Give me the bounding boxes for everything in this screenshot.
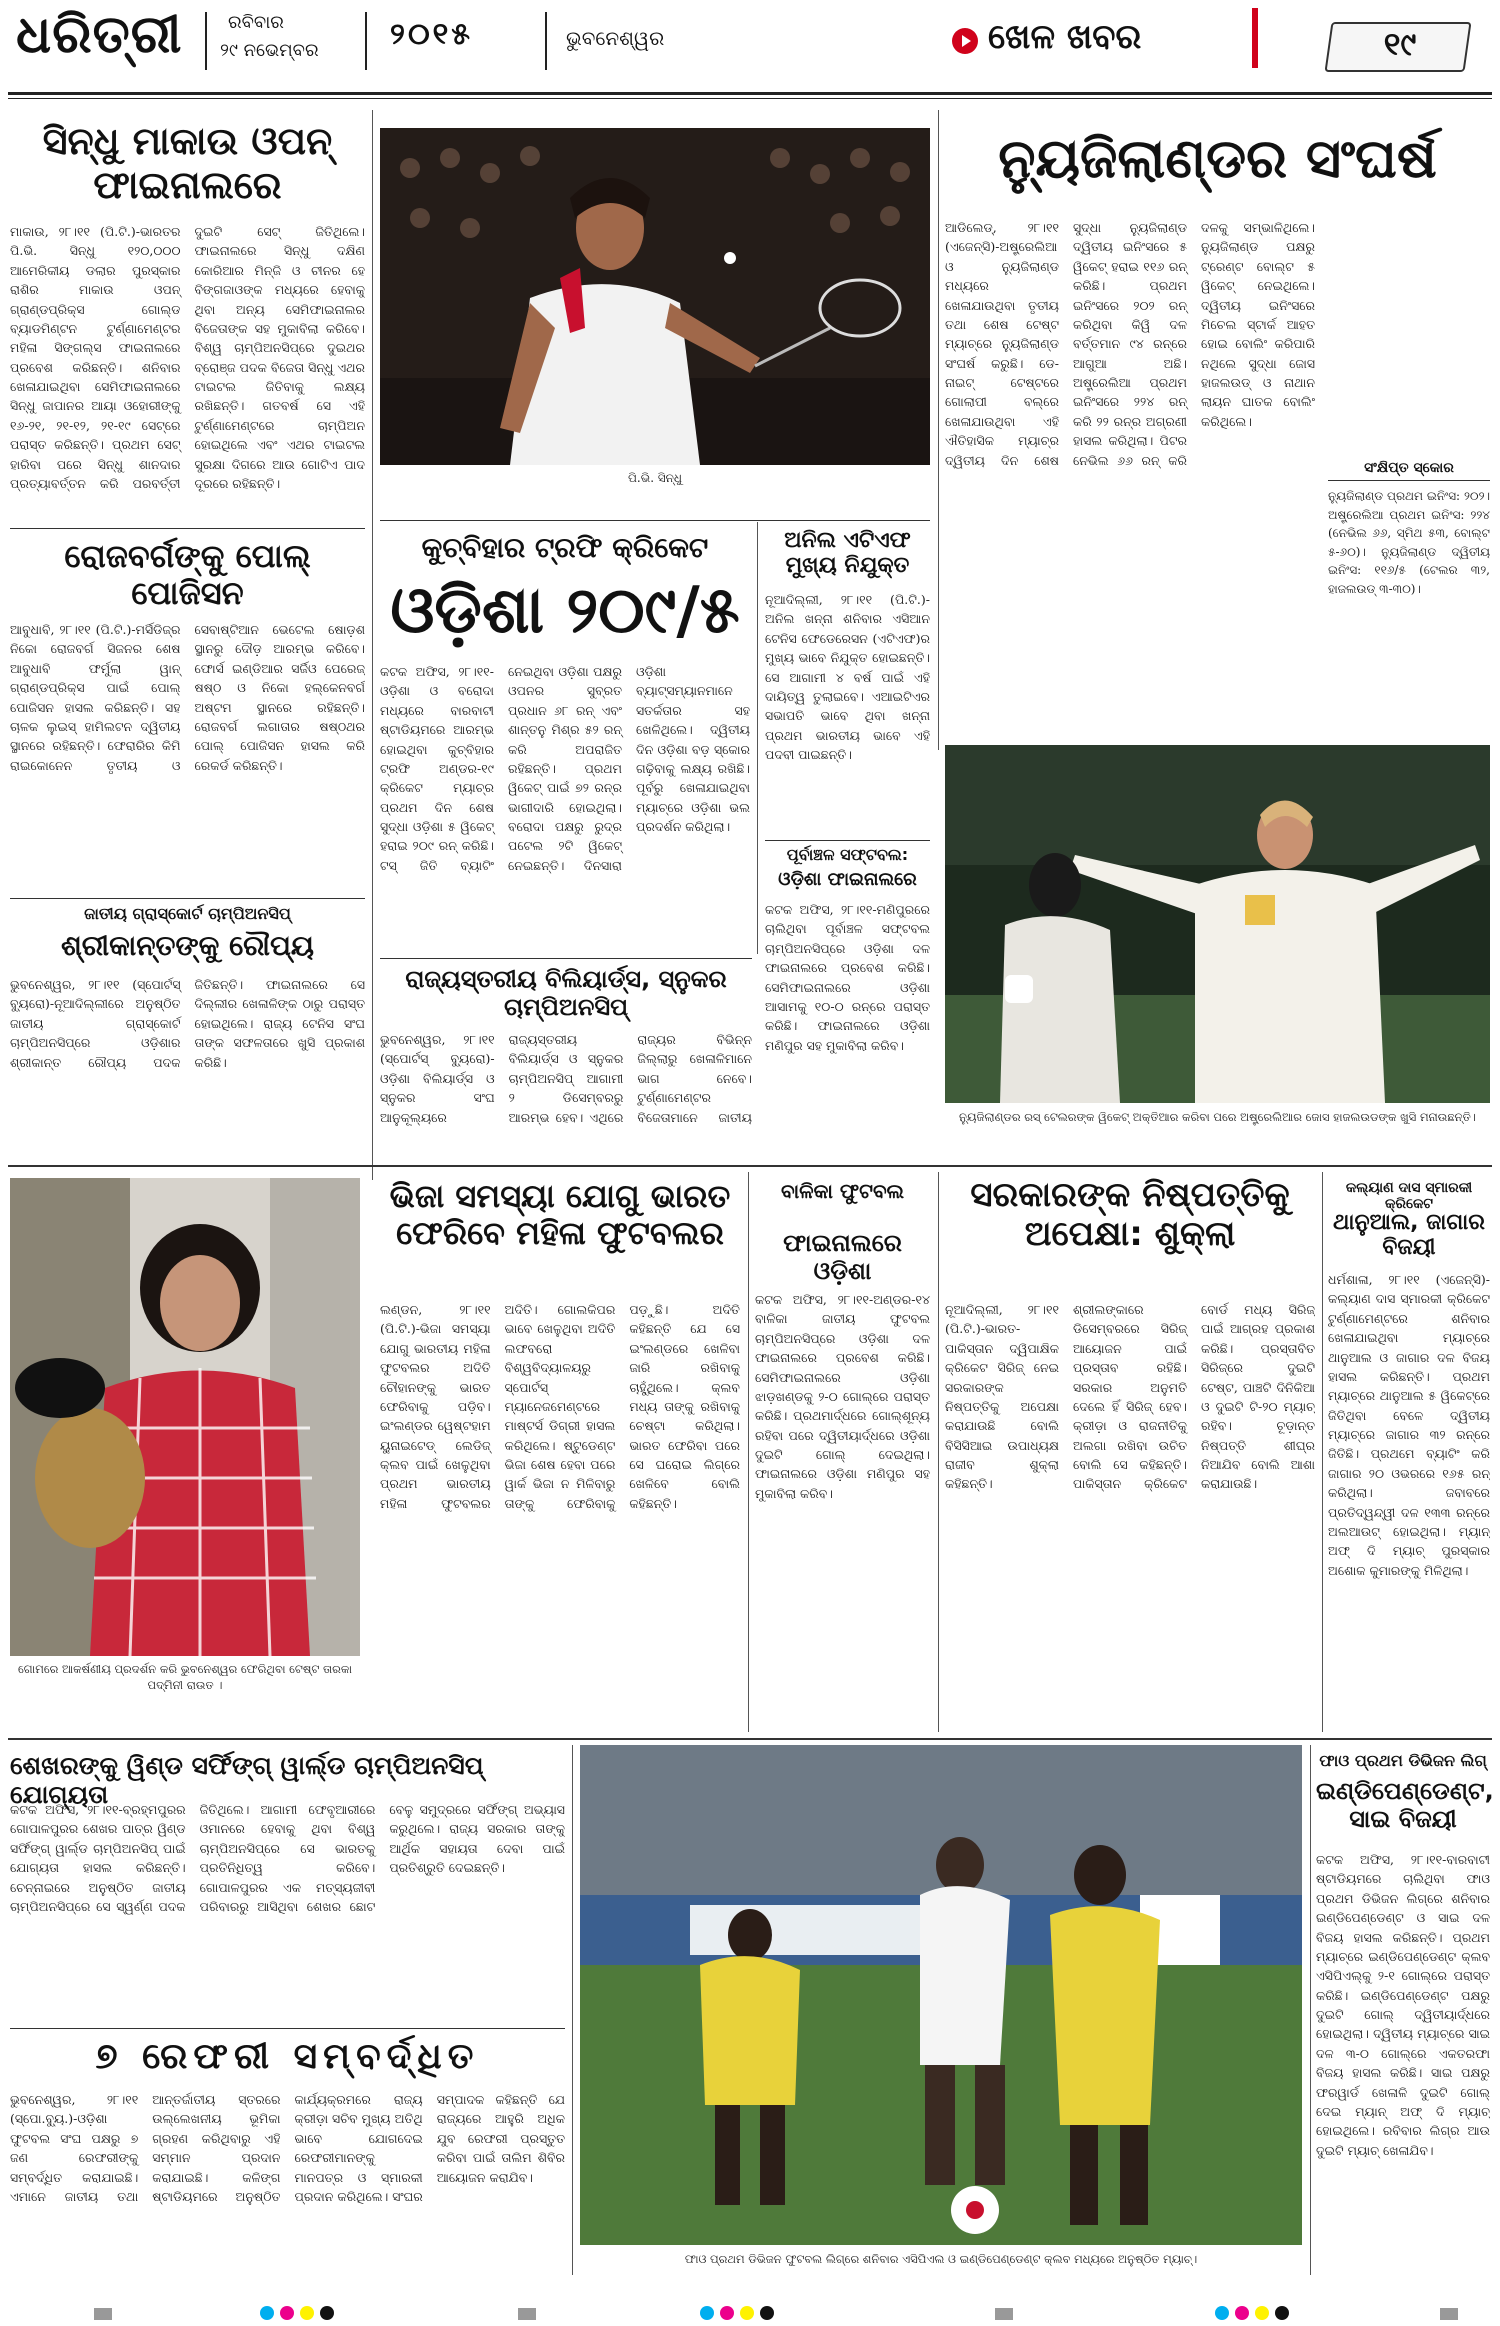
thanual-body: ଧର୍ମଶାଳା, ୨୮।୧୧ (ଏଜେନ୍ସି)-କଲ୍ୟାଣ ଦାସ ସ୍ମାରକୀ କ୍ରିକେଟ ଟୁର୍ଣ୍ଣାମେଣ୍ଟରେ ଶନିବାର ଖେଳାଯାଇଥିବା ମ୍ୟାଚ୍‌ରେ ଥାନୁଆଲ ଓ ଜାଗାର ଦଳ ବିଜୟ ହାସଲ କରିଛନ୍ତି। ପ୍ରଥମ ମ୍ୟାଚ୍‌ରେ ଥାନୁଆଲ ୫ ୱିକେଟ୍‌ରେ ଜିତିଥିବା ବେଳେ ଦ୍ୱିତୀୟ ମ୍ୟାଚ୍‌ରେ ଜାଗାର ୩୨ ରନ୍‌ରେ ଜିତିଛି। ପ୍ରଥମେ ବ୍ୟାଟିଂ କରି ଜାଗାର ୨୦ ଓଭରରେ ୧୬୫ ରନ୍ କରିଥିଲା। ଜବାବରେ ପ୍ରତିଦ୍ୱନ୍ଦ୍ୱୀ ଦଳ ୧୩୩ ରନ୍‌ରେ ଅଲଆଉଟ୍ ହୋଇଥିଲା। ମ୍ୟାନ୍ ଅଫ୍ ଦି ମ୍ୟାଚ୍ ପୁରସ୍କାର ଅଶୋକ କୁମାରଙ୍କୁ ମିଳିଥିଲା। xyxy=(1328,1272,1490,1578)
print-mark xyxy=(1440,2308,1458,2320)
shekhar-headline: ଶେଖରଙ୍କୁ ୱିଣ୍ଡ ସର୍ଫିଙ୍ଗ୍ ୱାର୍ଲ୍ଡ ଚାମ୍ପିଅନସିପ୍ ଯୋଗ୍ୟତା xyxy=(10,1751,484,1809)
play-icon xyxy=(952,28,978,54)
scoreboard-title: ସଂକ୍ଷିପ୍ତ ସ୍କୋର xyxy=(1328,460,1490,481)
girls-football-headline: ଫାଇନାଲରେ ଓଡ଼ିଶା xyxy=(783,1229,902,1285)
sindhu-headline: ସିନ୍ଧୁ ମାକାଉ ଓପନ୍ ଫାଇନାଲରେ xyxy=(42,119,333,207)
page-number: ୧୯ xyxy=(1383,25,1417,63)
nz-body-col3 xyxy=(1328,218,1490,450)
cricket-photo xyxy=(945,745,1490,1103)
print-mark xyxy=(518,2308,536,2320)
purvanchal-kicker: ପୂର୍ବାଞ୍ଚଳ ସଫ୍ଟବଲ: xyxy=(786,845,909,864)
section-accent-bar xyxy=(1252,8,1258,68)
print-mark xyxy=(94,2308,112,2320)
coochbehar-kicker: କୁଚ୍‌ବିହାର ଟ୍ରଫି କ୍ରିକେଟ xyxy=(421,531,709,564)
thanual-headline: ଥାନୁଆଲ, ଜାଗାର ବିଜୟୀ xyxy=(1333,1210,1485,1261)
independent-headline: ଇଣ୍ଡିପେଣ୍ଡେଣ୍ଟ, ସାଇ ବିଜୟୀ xyxy=(1316,1777,1494,1833)
nz-body: ଆଡିଲେଡ୍, ୨୮।୧୧ (ଏଜେନ୍ସି)-ଅଷ୍ଟ୍ରେଲିଆ ଓ ନ୍ୟୁଜିଲାଣ୍ଡ ମଧ୍ୟରେ ଖେଳାଯାଉଥିବା ତୃତୀୟ ତଥା ଶେଷ ଟେଷ୍ଟ ମ୍ୟାଚ୍‌ରେ ନ୍ୟୁଜିଲାଣ୍ଡ ସଂଘର୍ଷ କରୁଛି। ଡେ-ନାଇଟ୍ ଟେଷ୍ଟରେ ଗୋଲାପୀ ବଲ୍‌ରେ ଖେଳାଯାଉଥିବା ଏହି ଐତିହାସିକ ମ୍ୟାଚ୍‌ର ଦ୍ୱିତୀୟ ଦିନ ଶେଷ ସୁଦ୍ଧା ନ୍ୟୁଜିଲାଣ୍ଡ ଦ୍ୱିତୀୟ ଇନିଂସରେ ୫ ୱିକେଟ୍ ହରାଇ ୧୧୬ ରନ୍ କରିଛି। ପ୍ରଥମ ଇନିଂସରେ ୨୦୨ ରନ୍ କରିଥିବା କିୱି ଦଳ ବର୍ତ୍ତମାନ ୯୪ ରନ୍‌ରେ ଆଗୁଆ ଅଛି। ଅଷ୍ଟ୍ରେଲିଆ ପ୍ରଥମ ଇନିଂସରେ ୨୨୪ ରନ୍ କରି ୨୨ ରନ୍‌ର ଅଗ୍ରଣୀ ହାସଲ କରିଥିଲା। ପିଟର ନେଭିଲ ୬୬ ରନ୍ କରି ଦଳକୁ ସମ୍ଭାଳିଥିଲେ। ନ୍ୟୁଜିଲାଣ୍ଡ ପକ୍ଷରୁ ଟ୍ରେଣ୍ଟ ବୋଲ୍ଟ ୫ ୱିକେଟ୍ ନେଇଥିଲେ। ଦ୍ୱିତୀୟ ଇନିଂସରେ ମିଚେଲ ସ୍ଟାର୍କ ଆହତ ହୋଇ ବୋଲିଂ କରିପାରି ନଥିଲେ ସୁଦ୍ଧା ଜୋସ ହାଜଲଉଡ୍ ଓ ନାଥାନ ଲାୟନ ଘାତକ ବୋଲିଂ କରିଥିଲେ। xyxy=(945,220,1315,468)
coochbehar-headline: ଓଡ଼ିଶା ୨୦୯/୫ xyxy=(390,574,740,648)
billiards-body: ଭୁବନେଶ୍ୱର, ୨୮।୧୧ (ସ୍ପୋର୍ଟସ୍ ବ୍ୟୁରୋ)-ଓଡ଼ିଶା ବିଲିୟାର୍ଡ୍ସ ଓ ସ୍ନୁକର ସଂଘ ଆନୁକୂଲ୍ୟରେ ରାଜ୍ୟସ୍ତରୀୟ ବିଲିୟାର୍ଡ୍ସ ଓ ସ୍ନୁକର ଚାମ୍ପିଅନସିପ୍ ଆଗାମୀ ୨ ଡିସେମ୍ବରରୁ ଆରମ୍ଭ ହେବ। ଏଥିରେ ରାଜ୍ୟର ବିଭିନ୍ନ ଜିଲ୍ଲାରୁ ଖେଳାଳିମାନେ ଭାଗ ନେବେ। ଟୁର୍ଣ୍ଣାମେଣ୍ଟର ବିଜେତାମାନେ ଜାତୀୟ xyxy=(380,1032,752,1125)
sindhu-photo-caption: ପି.ଭି. ସିନ୍ଧୁ xyxy=(627,471,683,485)
shukla-headline: ସରକାରଙ୍କ ନିଷ୍ପତ୍ତିକୁ ଅପେକ୍ଷା: ଶୁକ୍ଲା xyxy=(970,1175,1290,1255)
rosberg-headline: ରୋଜବର୍ଗଙ୍କୁ ପୋଲ୍ ପୋଜିସନ xyxy=(64,537,311,612)
scoreboard-box xyxy=(1328,460,1490,738)
masthead-day: ରବିବାର xyxy=(228,12,284,33)
visa-body: ଲଣ୍ଡନ, ୨୮।୧୧ (ପି.ଟି.)-ଭିଜା ସମସ୍ୟା ଯୋଗୁ ଭାରତୀୟ ମହିଳା ଫୁଟବଲର ଅଦିତି ଚୌହାନଙ୍କୁ ଭାରତ ଫେରିବାକୁ ପଡ଼ିବ। ଇଂଲଣ୍ଡର ୱେଷ୍ଟହାମ ୟୁନାଇଟେଡ୍ ଲେଡିଜ୍ କ୍ଲବ ପାଇଁ ଖେଳୁଥିବା ପ୍ରଥମ ଭାରତୀୟ ମହିଳା ଫୁଟବଲର ଅଦିତି। ଗୋଲକିପର ଭାବେ ଖେଳୁଥିବା ଅଦିତି ଲଫବରୋ ବିଶ୍ୱବିଦ୍ୟାଳୟରୁ ସ୍ପୋର୍ଟସ୍ ମ୍ୟାନେଜମେଣ୍ଟରେ ମାଷ୍ଟର୍ସ ଡିଗ୍ରୀ ହାସଲ କରିଥିଲେ। ଷ୍ଟୁଡେଣ୍ଟ ଭିଜା ଶେଷ ହେବା ପରେ ୱାର୍କ ଭିଜା ନ ମିଳିବାରୁ ତାଙ୍କୁ ଫେରିବାକୁ ପଡ଼ୁଛି। ଅଦିତି କହିଛନ୍ତି ଯେ ସେ ଇଂଲଣ୍ଡରେ ଖେଳିବା ଜାରି ରଖିବାକୁ ଚାହୁଁଥିଲେ। କ୍ଲବ ମଧ୍ୟ ତାଙ୍କୁ ରଖିବାକୁ ଚେଷ୍ଟା କରିଥିଲା। ଭାରତ ଫେରିବା ପରେ ସେ ଘରୋଇ ଲିଗ୍‌ରେ ଖେଳିବେ ବୋଲି କହିଛନ୍ତି। xyxy=(380,1302,740,1511)
srikanth-headline: ଶ୍ରୀକାନ୍ତଙ୍କୁ ରୌପ୍ୟ xyxy=(60,929,315,962)
masthead-city: ଭୁବନେଶ୍ୱର xyxy=(566,26,665,50)
shukla-body: ନୂଆଦିଲ୍ଲୀ, ୨୮।୧୧ (ପି.ଟି.)-ଭାରତ-ପାକିସ୍ତାନ ଦ୍ୱିପାକ୍ଷିକ କ୍ରିକେଟ ସିରିଜ୍ ନେଇ ସରକାରଙ୍କ ନିଷ୍ପତ୍ତିକୁ ଅପେକ୍ଷା କରାଯାଉଛି ବୋଲି ବିସିସିଆଇ ଉପାଧ୍ୟକ୍ଷ ରାଜୀବ ଶୁକ୍ଲା କହିଛନ୍ତି। ଶ୍ରୀଲଙ୍କାରେ ଡିସେମ୍ବରରେ ସିରିଜ୍ ଆୟୋଜନ ପାଇଁ ପ୍ରସ୍ତାବ ରହିଛି। ସରକାର ଅନୁମତି ଦେଲେ ହିଁ ସିରିଜ୍ ହେବ। କ୍ରୀଡ଼ା ଓ ରାଜନୀତିକୁ ଅଲଗା ରଖିବା ଉଚିତ ବୋଲି ସେ କହିଛନ୍ତି। ପାକିସ୍ତାନ କ୍ରିକେଟ ବୋର୍ଡ ମଧ୍ୟ ସିରିଜ୍ ପାଇଁ ଆଗ୍ରହ ପ୍ରକାଶ କରିଛି। ପ୍ରସ୍ତାବିତ ସିରିଜ୍‌ରେ ଦୁଇଟି ଟେଷ୍ଟ, ପାଞ୍ଚଟି ଦିନିକିଆ ଓ ଦୁଇଟି ଟି-୨୦ ମ୍ୟାଚ୍ ରହିବ। ଚୂଡ଼ାନ୍ତ ନିଷ୍ପତ୍ତି ଶୀଘ୍ର ନିଆଯିବ ବୋଲି ଆଶା କରାଯାଉଛି। xyxy=(945,1302,1315,1492)
srikanth-kicker: ଜାତୀୟ ଗ୍ରାସ୍କୋର୍ଟ ଚାମ୍ପିଅନସିପ୍ xyxy=(84,904,291,923)
masthead-logo: ଧରିତ୍ରୀ xyxy=(16,5,183,65)
referee-headline: ୭ ରେଫରୀ ସମ୍ବର୍ଦ୍ଧିତ xyxy=(95,2036,480,2077)
rosberg-body: ଆବୁଧାବି, ୨୮।୧୧ (ପି.ଟି.)-ମର୍ସିଡିଜ୍‌ର ନିକୋ ରୋଜବର୍ଗ ସିଜନର ଶେଷ ଆବୁଧାବି ଫର୍ମୁଲା ୱାନ୍ ଗ୍ରାଣ୍ଡପ୍ରିକ୍ସ ପାଇଁ ପୋଲ୍ ପୋଜିସନ ହାସଲ କରିଛନ୍ତି। ସହ ଚାଳକ ଲୁଇସ୍ ହାମିଲଟନ ଦ୍ୱିତୀୟ ସ୍ଥାନରେ ରହିଛନ୍ତି। ଫେରାରିର କିମି ରାଇକୋନେନ ତୃତୀୟ ଓ ସେବାଷ୍ଟିଆନ ଭେଟେଲ ଷୋଡ଼ଶ ସ୍ଥାନରୁ ଦୌଡ଼ ଆରମ୍ଭ କରିବେ। ଫୋର୍ସ ଇଣ୍ଡିଆର ସର୍ଜିଓ ପେରେଜ୍ ଷଷ୍ଠ ଓ ନିକୋ ହଲ୍‌କେନବର୍ଗ ଅଷ୍ଟମ ସ୍ଥାନରେ ରହିଛନ୍ତି। ରୋଜବର୍ଗ ଲଗାତାର ଷଷ୍ଠଥର ପୋଲ୍ ପୋଜିସନ ହାସଲ କରି ରେକର୍ଡ କରିଛନ୍ତି। xyxy=(10,622,365,773)
nz-headline: ନ୍ୟୁଜିଲାଣ୍ଡର ସଂଘର୍ଷ xyxy=(998,127,1437,190)
color-registration-mark xyxy=(260,2306,334,2320)
scoreboard-body: ନ୍ୟୁଜିଲାଣ୍ଡ ପ୍ରଥମ ଇନିଂସ: ୨୦୨। ଅଷ୍ଟ୍ରେଲିଆ ପ୍ରଥମ ଇନିଂସ: ୨୨୪ (ନେଭିଲ ୬୬, ସ୍ମିଥ ୫୩, ବୋଲ୍ଟ ୫-୬୦)। ନ୍ୟୁଜିଲାଣ୍ଡ ଦ୍ୱିତୀୟ ଇନିଂସ: ୧୧୬/୫ (ଟେଲର ୩୨, ହାଜଲଉଡ୍ ୩-୩୦)। xyxy=(1328,489,1490,597)
thanual-kicker: କଲ୍ୟାଣ ଦାସ ସ୍ମାରକୀ କ୍ରିକେଟ xyxy=(1345,1180,1473,1213)
football-photo-caption: ଫାଓ ପ୍ରଥମ ଡିଭିଜନ ଫୁଟବଲ ଲିଗ୍‌ରେ ଶନିବାର ଏସିପିଏଲ ଓ ଇଣ୍ଡିପେଣ୍ଡେଣ୍ଟ କ୍ଲବ ମଧ୍ୟରେ ଅନୁଷ୍ଠିତ ମ୍ୟାଚ୍। xyxy=(684,2252,1198,2266)
color-registration-mark xyxy=(1215,2306,1289,2320)
cricket-photo-caption: ନ୍ୟୁଜିଲାଣ୍ଡର ରସ୍ ଟେଲରଙ୍କ ୱିକେଟ୍ ଅକ୍ତିଆର କରିବା ପରେ ଅଷ୍ଟ୍ରେଲିଆର ଜୋସ ହାଜଲଉଡଙ୍କ ଖୁସି ମନାଉଛନ୍ତି। xyxy=(959,1110,1476,1124)
independent-kicker: ଫାଓ ପ୍ରଥମ ଡିଭିଜନ ଲିଗ୍ xyxy=(1319,1751,1487,1770)
shekhar-body: କଟକ ଅଫିସ, ୨୮।୧୧-ବ୍ରହ୍ମପୁରର ଗୋପାଳପୁରର ଶେଖର ପାତ୍ର ୱିଣ୍ଡ ସର୍ଫିଙ୍ଗ୍ ୱାର୍ଲ୍ଡ ଚାମ୍ପିଅନସିପ୍ ପାଇଁ ଯୋଗ୍ୟତା ହାସଲ କରିଛନ୍ତି। ଚେନ୍ନାଇରେ ଅନୁଷ୍ଠିତ ଜାତୀୟ ଚାମ୍ପିଅନସିପ୍‌ରେ ସେ ସ୍ୱର୍ଣ୍ଣ ପଦକ ଜିତିଥିଲେ। ଆଗାମୀ ଫେବୃଆରୀରେ ଓମାନରେ ହେବାକୁ ଥିବା ବିଶ୍ୱ ଚାମ୍ପିଅନସିପ୍‌ରେ ସେ ଭାରତକୁ ପ୍ରତିନିଧିତ୍ୱ କରିବେ। ଗୋପାଳପୁରର ଏକ ମତ୍ସ୍ୟଜୀବୀ ପରିବାରରୁ ଆସିଥିବା ଶେଖର ଛୋଟ ବେଳୁ ସମୁଦ୍ରରେ ସର୍ଫିଙ୍ଗ୍ ଅଭ୍ୟାସ କରୁଥିଲେ। ରାଜ୍ୟ ସରକାର ତାଙ୍କୁ ଆର୍ଥିକ ସହାୟତା ଦେବା ପାଇଁ ପ୍ରତିଶ୍ରୁତି ଦେଇଛନ୍ତି। xyxy=(10,1802,565,1914)
girls-football-kicker: ବାଳିକା ଫୁଟବଲ xyxy=(780,1179,905,1203)
coochbehar-body: କଟକ ଅଫିସ, ୨୮।୧୧-ଓଡ଼ିଶା ଓ ବରୋଦା ମଧ୍ୟରେ ବାରବାଟୀ ଷ୍ଟାଡିୟମରେ ଆରମ୍ଭ ହୋଇଥିବା କୁଚ୍‌ବିହାର ଟ୍ରଫି ଅଣ୍ଡର-୧୯ କ୍ରିକେଟ ମ୍ୟାଚ୍‌ର ପ୍ରଥମ ଦିନ ଶେଷ ସୁଦ୍ଧା ଓଡ଼ିଶା ୫ ୱିକେଟ୍ ହରାଇ ୨୦୯ ରନ୍ କରିଛି। ଟସ୍ ଜିତି ବ୍ୟାଟିଂ ନେଇଥିବା ଓଡ଼ିଶା ପକ୍ଷରୁ ଓପନର ସୁବ୍ରତ ପ୍ରଧାନ ୬୮ ରନ୍ ଏବଂ ଶାନ୍ତନୁ ମିଶ୍ର ୫୨ ରନ୍ କରି ଅପରାଜିତ ରହିଛନ୍ତି। ପ୍ରଥମ ୱିକେଟ୍ ପାଇଁ ୭୨ ରନ୍‌ର ଭାଗୀଦାରି ହୋଇଥିଲା। ବରୋଦା ପକ୍ଷରୁ ରୁଦ୍ର ପଟେଲ ୨ଟି ୱିକେଟ୍ ନେଇଛନ୍ତି। ଦିନସାରା ଓଡ଼ିଶା ବ୍ୟାଟ୍ସମ୍ୟାନମାନେ ସତର୍କତାର ସହ ଖେଳିଥିଲେ। ଦ୍ୱିତୀୟ ଦିନ ଓଡ଼ିଶା ବଡ଼ ସ୍କୋର ଗଢ଼ିବାକୁ ଲକ୍ଷ୍ୟ ରଖିଛି। ପୂର୍ବରୁ ଖେଳାଯାଇଥିବା ମ୍ୟାଚ୍‌ରେ ଓଡ଼ିଶା ଭଲ ପ୍ରଦର୍ଶନ କରିଥିଲା। xyxy=(380,664,750,873)
masthead xyxy=(0,0,1500,90)
anil-headline: ଅନିଲ ଏଟିଏଫ ମୁଖ୍ୟ ନିଯୁକ୍ତ xyxy=(784,528,911,579)
masthead-date: ୨୯ ନଭେମ୍ବର xyxy=(220,40,319,61)
section-title: ଖେଳ ଖବର xyxy=(988,17,1142,57)
football-photo xyxy=(580,1745,1302,2245)
anil-body: ନୂଆଦିଲ୍ଲୀ, ୨୮।୧୧ (ପି.ଟି.)-ଅନିଲ ଖନ୍ନା ଶନିବାର ଏସିଆନ ଟେନିସ ଫେଡେରେସନ (ଏଟିଏଫ)ର ମୁଖ୍ୟ ଭାବେ ନିଯୁକ୍ତ ହୋଇଛନ୍ତି। ସେ ଆଗାମୀ ୪ ବର୍ଷ ପାଇଁ ଏହି ଦାୟିତ୍ୱ ତୁଲାଇବେ। ଏଆଇଟିଏର ସଭାପତି ଭାବେ ଥିବା ଖନ୍ନା ପ୍ରଥମ ଭାରତୀୟ ଭାବେ ଏହି ପଦବୀ ପାଇଛନ୍ତି। xyxy=(765,592,930,762)
padmini-photo-caption: ଗୋମରେ ଆକର୍ଷଣୀୟ ପ୍ରଦର୍ଶନ କରି ଭୁବନେଶ୍ୱର ଫେରିଥିବା ଟେଷ୍ଟ ତାରକା ପଦ୍ମିନୀ ରାଉତ । xyxy=(18,1662,352,1692)
padmini-photo xyxy=(10,1178,360,1656)
independent-body: କଟକ ଅଫିସ, ୨୮।୧୧-ବାରବାଟୀ ଷ୍ଟାଡିୟମରେ ଚାଲିଥିବା ଫାଓ ପ୍ରଥମ ଡିଭିଜନ ଲିଗ୍‌ରେ ଶନିବାର ଇଣ୍ଡିପେଣ୍ଡେଣ୍ଟ ଓ ସାଇ ଦଳ ବିଜୟ ହାସଲ କରିଛନ୍ତି। ପ୍ରଥମ ମ୍ୟାଚ୍‌ରେ ଇଣ୍ଡିପେଣ୍ଡେଣ୍ଟ କ୍ଲବ ଏସିପିଏଲ୍‌କୁ ୨-୧ ଗୋଲ୍‌ରେ ପରାସ୍ତ କରିଛି। ଇଣ୍ଡିପେଣ୍ଡେଣ୍ଟ ପକ୍ଷରୁ ଦୁଇଟି ଗୋଲ୍ ଦ୍ୱିତୀୟାର୍ଦ୍ଧରେ ହୋଇଥିଲା। ଦ୍ୱିତୀୟ ମ୍ୟାଚ୍‌ରେ ସାଇ ଦଳ ୩-୦ ଗୋଲ୍‌ରେ ଏକତରଫା ବିଜୟ ହାସଲ କରିଛି। ସାଇ ପକ୍ଷରୁ ଫରୱାର୍ଡ ଖେଳାଳି ଦୁଇଟି ଗୋଲ୍ ଦେଇ ମ୍ୟାନ୍ ଅଫ୍ ଦି ମ୍ୟାଚ୍ ହୋଇଥିଲେ। ରବିବାର ଲିଗ୍‌ର ଆଉ ଦୁଇଟି ମ୍ୟାଚ୍ ଖେଳାଯିବ। xyxy=(1316,1852,1490,2158)
print-mark xyxy=(995,2308,1013,2320)
masthead-year: ୨୦୧୫ xyxy=(390,17,474,52)
purvanchal-body: କଟକ ଅଫିସ, ୨୮।୧୧-ମଣିପୁରରେ ଚାଲିଥିବା ପୂର୍ବାଞ୍ଚଳ ସଫ୍ଟବଲ ଚାମ୍ପିଅନସିପ୍‌ରେ ଓଡ଼ିଶା ଦଳ ଫାଇନାଲରେ ପ୍ରବେଶ କରିଛି। ସେମିଫାଇନାଲରେ ଓଡ଼ିଶା ଆସାମକୁ ୧୦-୦ ରନ୍‌ରେ ପରାସ୍ତ କରିଛି। ଫାଇନାଲରେ ଓଡ଼ିଶା ମଣିପୁର ସହ ମୁକାବିଲା କରିବ। xyxy=(765,902,930,1053)
purvanchal-headline: ଓଡ଼ିଶା ଫାଇନାଲରେ xyxy=(778,869,917,890)
girls-football-body: କଟକ ଅଫିସ, ୨୮।୧୧-ଅଣ୍ଡର-୧୪ ବାଳିକା ଜାତୀୟ ଫୁଟବଲ ଚାମ୍ପିଅନସିପ୍‌ରେ ଓଡ଼ିଶା ଦଳ ଫାଇନାଲରେ ପ୍ରବେଶ କରିଛି। ସେମିଫାଇନାଲରେ ଓଡ଼ିଶା ଝାଡ଼ଖଣ୍ଡକୁ ୨-୦ ଗୋଲ୍‌ରେ ପରାସ୍ତ କରିଛି। ପ୍ରଥମାର୍ଦ୍ଧରେ ଗୋଲ୍‌ଶୂନ୍ୟ ରହିବା ପରେ ଦ୍ୱିତୀୟାର୍ଦ୍ଧରେ ଓଡ଼ିଶା ଦୁଇଟି ଗୋଲ୍ ଦେଇଥିଲା। ଫାଇନାଲରେ ଓଡ଼ିଶା ମଣିପୁର ସହ ମୁକାବିଲା କରିବ। xyxy=(755,1292,930,1501)
referee-body: ଭୁବନେଶ୍ୱର, ୨୮।୧୧ (ସ୍ପୋ.ବ୍ୟୁ.)-ଓଡ଼ିଶା ଫୁଟବଲ ସଂଘ ପକ୍ଷରୁ ୭ ଜଣ ରେଫରୀଙ୍କୁ ସମ୍ବର୍ଦ୍ଧିତ କରାଯାଇଛି। ଏମାନେ ଜାତୀୟ ତଥା ଆନ୍ତର୍ଜାତୀୟ ସ୍ତରରେ ଉଲ୍ଲେଖନୀୟ ଭୂମିକା ଗ୍ରହଣ କରିଥିବାରୁ ଏହି ସମ୍ମାନ ପ୍ରଦାନ କରାଯାଇଛି। କଳିଙ୍ଗ ଷ୍ଟାଡିୟମରେ ଅନୁଷ୍ଠିତ କାର୍ଯ୍ୟକ୍ରମରେ ରାଜ୍ୟ କ୍ରୀଡ଼ା ସଚିବ ମୁଖ୍ୟ ଅତିଥି ଭାବେ ଯୋଗଦେଇ ରେଫରୀମାନଙ୍କୁ ମାନପତ୍ର ଓ ସ୍ମାରକୀ ପ୍ରଦାନ କରିଥିଲେ। ସଂଘର ସମ୍ପାଦକ କହିଛନ୍ତି ଯେ ରାଜ୍ୟରେ ଆହୁରି ଅଧିକ ଯୁବ ରେଫରୀ ପ୍ରସ୍ତୁତ କରିବା ପାଇଁ ତାଲିମ ଶିବିର ଆୟୋଜନ କରାଯିବ। xyxy=(10,2092,565,2204)
visa-headline: ଭିଜା ସମସ୍ୟା ଯୋଗୁ ଭାରତ ଫେରିବେ ମହିଳା ଫୁଟବଲର xyxy=(389,1177,731,1252)
sindhu-photo xyxy=(380,128,930,465)
color-registration-mark xyxy=(700,2306,774,2320)
srikanth-body: ଭୁବନେଶ୍ୱର, ୨୮।୧୧ (ସ୍ପୋର୍ଟସ୍ ବ୍ୟୁରୋ)-ନୂଆଦିଲ୍ଲୀରେ ଅନୁଷ୍ଠିତ ଜାତୀୟ ଗ୍ରାସ୍କୋର୍ଟ ଚାମ୍ପିଅନସିପ୍‌ରେ ଓଡ଼ିଶାର ଶ୍ରୀକାନ୍ତ ରୌପ୍ୟ ପଦକ ଜିତିଛନ୍ତି। ଫାଇନାଲରେ ସେ ଦିଲ୍ଲୀର ଖେଳାଳିଙ୍କ ଠାରୁ ପରାସ୍ତ ହୋଇଥିଲେ। ରାଜ୍ୟ ଟେନିସ ସଂଘ ତାଙ୍କ ସଫଳତାରେ ଖୁସି ପ୍ରକାଶ କରିଛି। xyxy=(10,977,365,1070)
sindhu-body: ମାକାଉ, ୨୮।୧୧ (ପି.ଟି.)-ଭାରତର ପି.ଭି. ସିନ୍ଧୁ ୧୨୦,୦୦୦ ଆମେରିକୀୟ ଡଲାର ପୁରସ୍କାର ରାଶିର ମାକାଉ ଓପନ୍ ଗ୍ରାଣ୍ଡପ୍ରିକ୍ସ ଗୋଲ୍ଡ ବ୍ୟାଡମିଣ୍ଟନ ଟୁର୍ଣ୍ଣାମେଣ୍ଟର ମହିଳା ସିଙ୍ଗଲ୍ସ ଫାଇନାଲରେ ପ୍ରବେଶ କରିଛନ୍ତି। ଶନିବାର ଖେଳାଯାଇଥିବା ସେମିଫାଇନାଲରେ ସିନ୍ଧୁ ଜାପାନର ଆୟା ଓହୋରୀଙ୍କୁ ୧୬-୨୧, ୨୧-୧୨, ୨୧-୧୯ ସେଟ୍‌ରେ ପରାସ୍ତ କରିଛନ୍ତି। ପ୍ରଥମ ସେଟ୍‌ ହାରିବା ପରେ ସିନ୍ଧୁ ଶାନଦାର ପ୍ରତ୍ୟାବର୍ତ୍ତନ କରି ପରବର୍ତ୍ତୀ ଦୁଇଟି ସେଟ୍‌ ଜିତିଥିଲେ। ଫାଇନାଲରେ ସିନ୍ଧୁ ଦକ୍ଷିଣ କୋରିଆର ମିନ୍ଜି ଓ ଚୀନର ହେ ବିଙ୍ଗଜାଓଙ୍କ ମଧ୍ୟରେ ହେବାକୁ ଥିବା ଅନ୍ୟ ସେମିଫାଇନାଲର ବିଜେତାଙ୍କ ସହ ମୁକାବିଲା କରିବେ। ବିଶ୍ୱ ଚାମ୍ପିଅନସିପ୍‌ରେ ଦୁଇଥର ବ୍ରୋଞ୍ଜ ପଦକ ବିଜେତା ସିନ୍ଧୁ ଏଥର ଟାଇଟଲ ଜିତିବାକୁ ଲକ୍ଷ୍ୟ ରଖିଛନ୍ତି। ଗତବର୍ଷ ସେ ଏହି ଟୁର୍ଣ୍ଣାମେଣ୍ଟରେ ଚାମ୍ପିଅନ ହୋଇଥିଲେ ଏବଂ ଏଥର ଟାଇଟଲ ସୁରକ୍ଷା ଦିଗରେ ଆଉ ଗୋଟିଏ ପାଦ ଦୂରରେ ରହିଛନ୍ତି। xyxy=(10,224,365,491)
billiards-headline: ରାଜ୍ୟସ୍ତରୀୟ ବିଲିୟାର୍ଡ୍ସ, ସ୍ନୁକର ଚାମ୍ପିଅନସିପ୍ xyxy=(405,965,727,1021)
